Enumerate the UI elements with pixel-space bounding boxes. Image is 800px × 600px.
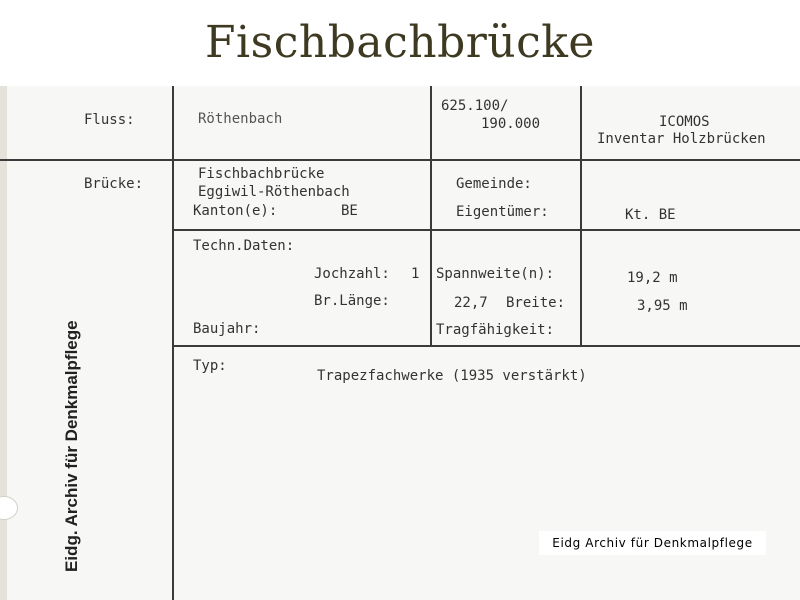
fluss-label: Fluss: <box>84 112 135 128</box>
tragfaehigkeit-label: Tragfähigkeit: <box>436 322 555 338</box>
watermark-label: Eidg Archiv für Denkmalpflege <box>539 531 766 555</box>
grid-hline-3 <box>172 345 800 347</box>
jochzahl-label: Jochzahl: <box>314 266 390 282</box>
grid-vline-3 <box>580 86 582 346</box>
coords-line1: 625.100/ <box>441 98 509 114</box>
grid-vline-2 <box>430 86 432 346</box>
techn-label: Techn.Daten: <box>193 238 295 254</box>
page-title: Fischbachbrücke <box>205 17 595 68</box>
org-line2: Inventar Holzbrücken <box>597 131 766 147</box>
breite-label: Breite: <box>506 295 566 311</box>
eigentuemer-label: Eigentümer: <box>456 204 549 220</box>
card-left-edge <box>0 86 7 600</box>
eigentuemer-value: Kt. BE <box>625 207 676 223</box>
gemeinde-label: Gemeinde: <box>456 176 532 192</box>
kanton-label: Kanton(e): <box>193 203 278 219</box>
fluss-value: Röthenbach <box>198 111 283 127</box>
spannweite-label: Spannweite(n): <box>436 266 555 282</box>
bruecke-name: Fischbachbrücke <box>198 166 325 182</box>
breite-value: 3,95 m <box>637 298 688 314</box>
grid-hline-2 <box>172 229 800 231</box>
typ-value: Trapezfachwerke (1935 verstärkt) <box>317 368 587 384</box>
grid-hline-1 <box>0 159 800 161</box>
typ-label: Typ: <box>193 358 227 374</box>
coords-line2: 190.000 <box>481 116 541 132</box>
spannweite-value: 19,2 m <box>627 270 678 286</box>
laenge-value: 22,7 <box>454 295 488 311</box>
index-card <box>0 86 800 600</box>
grid-vline-1 <box>172 86 174 600</box>
org-line1: ICOMOS <box>659 114 710 130</box>
bruecke-label: Brücke: <box>84 176 144 192</box>
bruecke-place: Eggiwil-Röthenbach <box>198 184 350 200</box>
kanton-value: BE <box>341 203 358 219</box>
laenge-label: Br.Länge: <box>314 293 390 309</box>
archive-stamp: Eidg. Archiv für Denkmalpflege <box>62 320 81 572</box>
baujahr-label: Baujahr: <box>193 321 261 337</box>
jochzahl-value: 1 <box>411 266 420 282</box>
